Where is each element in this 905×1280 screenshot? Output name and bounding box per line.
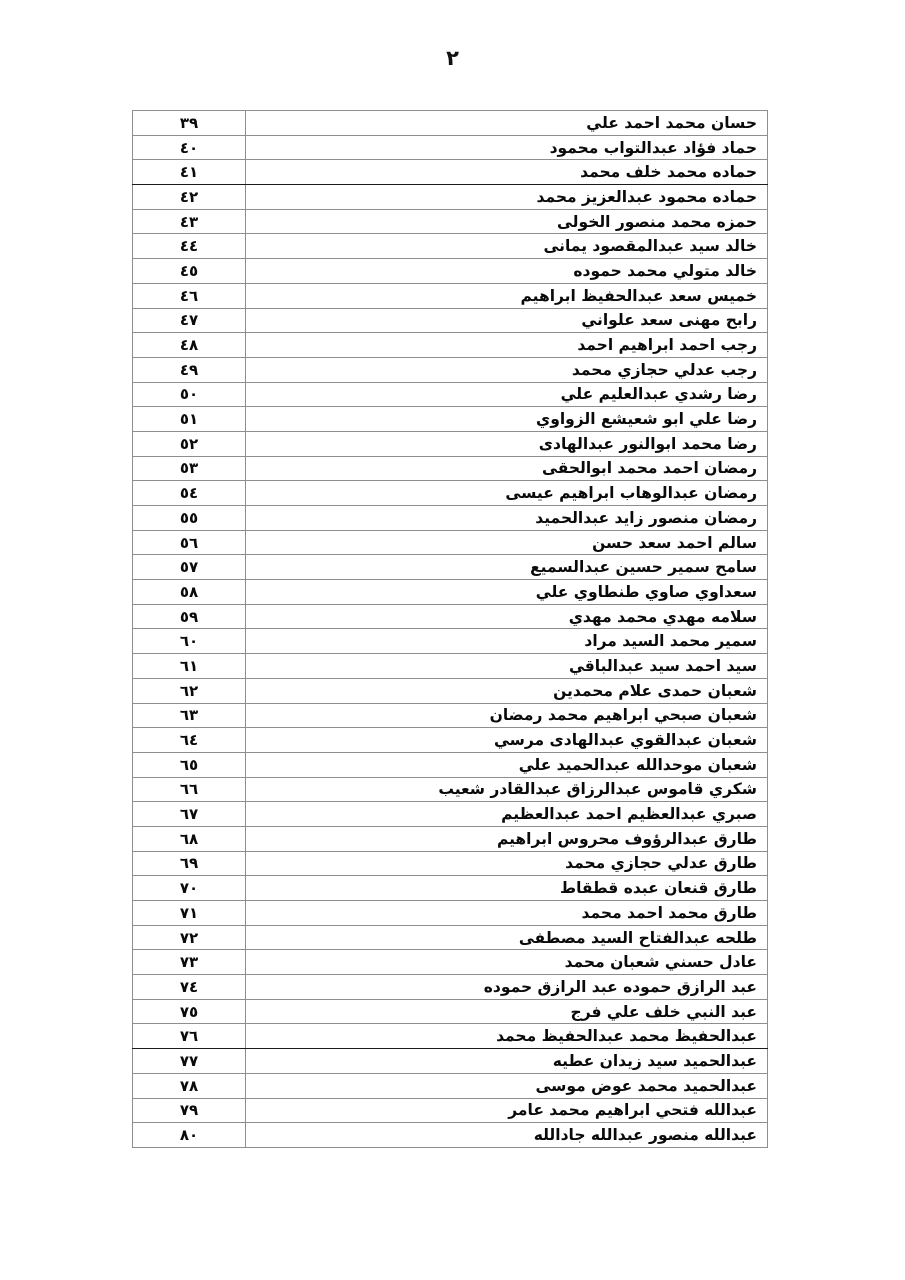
- row-number-cell: ٤٨: [133, 333, 246, 358]
- row-number-cell: ٥٣: [133, 456, 246, 481]
- row-number-cell: ٥٢: [133, 431, 246, 456]
- name-cell: طلحه عبدالفتاح السيد مصطفى: [246, 925, 768, 950]
- name-cell: سمير محمد السيد مراد: [246, 629, 768, 654]
- name-cell: حماده محمود عبدالعزيز محمد: [246, 185, 768, 210]
- table-row: [133, 382, 768, 407]
- row-number-cell: ٧٢: [133, 925, 246, 950]
- row-number-cell: ٥٨: [133, 580, 246, 605]
- row-number-cell: ٤٢: [133, 185, 246, 210]
- table-row: [133, 308, 768, 333]
- name-cell: حسان محمد احمد علي: [246, 111, 768, 136]
- row-number-cell: ٧٤: [133, 975, 246, 1000]
- name-cell: صبري عبدالعظيم احمد عبدالعظيم: [246, 802, 768, 827]
- row-number-cell: ٦١: [133, 654, 246, 679]
- row-number-cell: ٤٥: [133, 259, 246, 284]
- table-row: [133, 283, 768, 308]
- table-row: [133, 703, 768, 728]
- name-cell: طارق عبدالرؤوف محروس ابراهيم: [246, 826, 768, 851]
- name-cell: حمزه محمد منصور الخولى: [246, 209, 768, 234]
- table-row: [133, 925, 768, 950]
- table-row: [133, 1049, 768, 1074]
- table-row: [133, 357, 768, 382]
- table-row: [133, 1024, 768, 1049]
- name-cell: رجب عدلي حجازي محمد: [246, 357, 768, 382]
- table-row: [133, 629, 768, 654]
- name-cell: رجب احمد ابراهيم احمد: [246, 333, 768, 358]
- row-number-cell: ٥١: [133, 407, 246, 432]
- row-number-cell: ٧٨: [133, 1073, 246, 1098]
- table-row: [133, 826, 768, 851]
- table-row: [133, 580, 768, 605]
- name-cell: رابح مهنى سعد علواني: [246, 308, 768, 333]
- name-cell: طارق قنعان عبده قطقاط: [246, 876, 768, 901]
- table-row: [133, 802, 768, 827]
- name-cell: سيد احمد سيد عبدالباقي: [246, 654, 768, 679]
- table-row: [133, 160, 768, 185]
- row-number-cell: ٦٣: [133, 703, 246, 728]
- name-cell: خالد متولي محمد حموده: [246, 259, 768, 284]
- row-number-cell: ٦٥: [133, 752, 246, 777]
- table-row: [133, 777, 768, 802]
- row-number-cell: ٥٧: [133, 555, 246, 580]
- name-cell: عبدالحفيظ محمد عبدالحفيظ محمد: [246, 1024, 768, 1049]
- name-cell: طارق محمد احمد محمد: [246, 901, 768, 926]
- table-row: [133, 209, 768, 234]
- name-cell: عبدالله منصور عبدالله جادالله: [246, 1123, 768, 1148]
- name-cell: شعبان صبحي ابراهيم محمد رمضان: [246, 703, 768, 728]
- table-row: [133, 975, 768, 1000]
- row-number-cell: ٧٩: [133, 1098, 246, 1123]
- name-cell: رضا رشدي عبدالعليم علي: [246, 382, 768, 407]
- row-number-cell: ٧٥: [133, 999, 246, 1024]
- table-row: [133, 1123, 768, 1148]
- table-row: [133, 456, 768, 481]
- name-cell: رضا علي ابو شعيشع الزواوي: [246, 407, 768, 432]
- name-cell: سامح سمير حسين عبدالسميع: [246, 555, 768, 580]
- row-number-cell: ٧٧: [133, 1049, 246, 1074]
- row-number-cell: ٤٩: [133, 357, 246, 382]
- row-number-cell: ٧٦: [133, 1024, 246, 1049]
- table-row: [133, 851, 768, 876]
- name-cell: عبدالله فتحي ابراهيم محمد عامر: [246, 1098, 768, 1123]
- row-number-cell: ٧١: [133, 901, 246, 926]
- table-row: [133, 876, 768, 901]
- name-cell: شعبان موحدالله عبدالحميد علي: [246, 752, 768, 777]
- name-cell: طارق عدلي حجازي محمد: [246, 851, 768, 876]
- row-number-cell: ٦٩: [133, 851, 246, 876]
- row-number-cell: ٣٩: [133, 111, 246, 136]
- name-cell: عبد النبي خلف علي فرج: [246, 999, 768, 1024]
- table-row: [133, 604, 768, 629]
- name-cell: حماد فؤاد عبدالتواب محمود: [246, 135, 768, 160]
- table-row: [133, 407, 768, 432]
- table-row: [133, 234, 768, 259]
- row-number-cell: ٧٠: [133, 876, 246, 901]
- table-row: [133, 259, 768, 284]
- row-number-cell: ٥٥: [133, 506, 246, 531]
- table-row: [133, 333, 768, 358]
- row-number-cell: ٤٤: [133, 234, 246, 259]
- name-list-table-body: [133, 111, 768, 1148]
- name-cell: عبدالحميد محمد عوض موسى: [246, 1073, 768, 1098]
- name-list-table: [132, 110, 768, 1148]
- name-cell: سعداوي صاوي طنطاوي علي: [246, 580, 768, 605]
- row-number-cell: ٦٠: [133, 629, 246, 654]
- row-number-cell: ٧٣: [133, 950, 246, 975]
- row-number-cell: ٤٦: [133, 283, 246, 308]
- name-cell: رمضان منصور زايد عبدالحميد: [246, 506, 768, 531]
- name-cell: رمضان احمد محمد ابوالحقى: [246, 456, 768, 481]
- table-row: [133, 555, 768, 580]
- table-row: [133, 999, 768, 1024]
- row-number-cell: ٦٤: [133, 728, 246, 753]
- name-cell: سالم احمد سعد حسن: [246, 530, 768, 555]
- table-row: [133, 111, 768, 136]
- table-row: [133, 654, 768, 679]
- table-row: [133, 752, 768, 777]
- name-cell: خالد سيد عبدالمقصود يمانى: [246, 234, 768, 259]
- table-row: [133, 135, 768, 160]
- table-row: [133, 1073, 768, 1098]
- table-row: [133, 950, 768, 975]
- name-cell: شعبان حمدى علام محمدين: [246, 678, 768, 703]
- name-cell: رضا محمد ابوالنور عبدالهادى: [246, 431, 768, 456]
- row-number-cell: ٥٠: [133, 382, 246, 407]
- name-cell: عادل حسني شعبان محمد: [246, 950, 768, 975]
- row-number-cell: ٦٧: [133, 802, 246, 827]
- row-number-cell: ٥٦: [133, 530, 246, 555]
- name-list-table-container: [133, 110, 768, 1148]
- table-row: [133, 1098, 768, 1123]
- row-number-cell: ٨٠: [133, 1123, 246, 1148]
- row-number-cell: ٤٧: [133, 308, 246, 333]
- table-row: [133, 185, 768, 210]
- name-cell: حماده محمد خلف محمد: [246, 160, 768, 185]
- table-row: [133, 530, 768, 555]
- name-cell: عبدالحميد سيد زيدان عطيه: [246, 1049, 768, 1074]
- row-number-cell: ٦٢: [133, 678, 246, 703]
- table-row: [133, 506, 768, 531]
- row-number-cell: ٥٤: [133, 481, 246, 506]
- name-cell: عبد الرازق حموده عبد الرازق حموده: [246, 975, 768, 1000]
- name-cell: خميس سعد عبدالحفيظ ابراهيم: [246, 283, 768, 308]
- table-row: [133, 481, 768, 506]
- row-number-cell: ٤٣: [133, 209, 246, 234]
- row-number-cell: ٤١: [133, 160, 246, 185]
- table-row: [133, 431, 768, 456]
- name-cell: شعبان عبدالقوي عبدالهادى مرسي: [246, 728, 768, 753]
- row-number-cell: ٦٨: [133, 826, 246, 851]
- row-number-cell: ٦٦: [133, 777, 246, 802]
- name-cell: شكري قاموس عبدالرزاق عبدالقادر شعيب: [246, 777, 768, 802]
- name-cell: سلامه مهدي محمد مهدي: [246, 604, 768, 629]
- table-row: [133, 678, 768, 703]
- table-row: [133, 901, 768, 926]
- row-number-cell: ٤٠: [133, 135, 246, 160]
- table-row: [133, 728, 768, 753]
- row-number-cell: ٥٩: [133, 604, 246, 629]
- name-cell: رمضان عبدالوهاب ابراهيم عيسى: [246, 481, 768, 506]
- page-number: ٢: [446, 46, 459, 70]
